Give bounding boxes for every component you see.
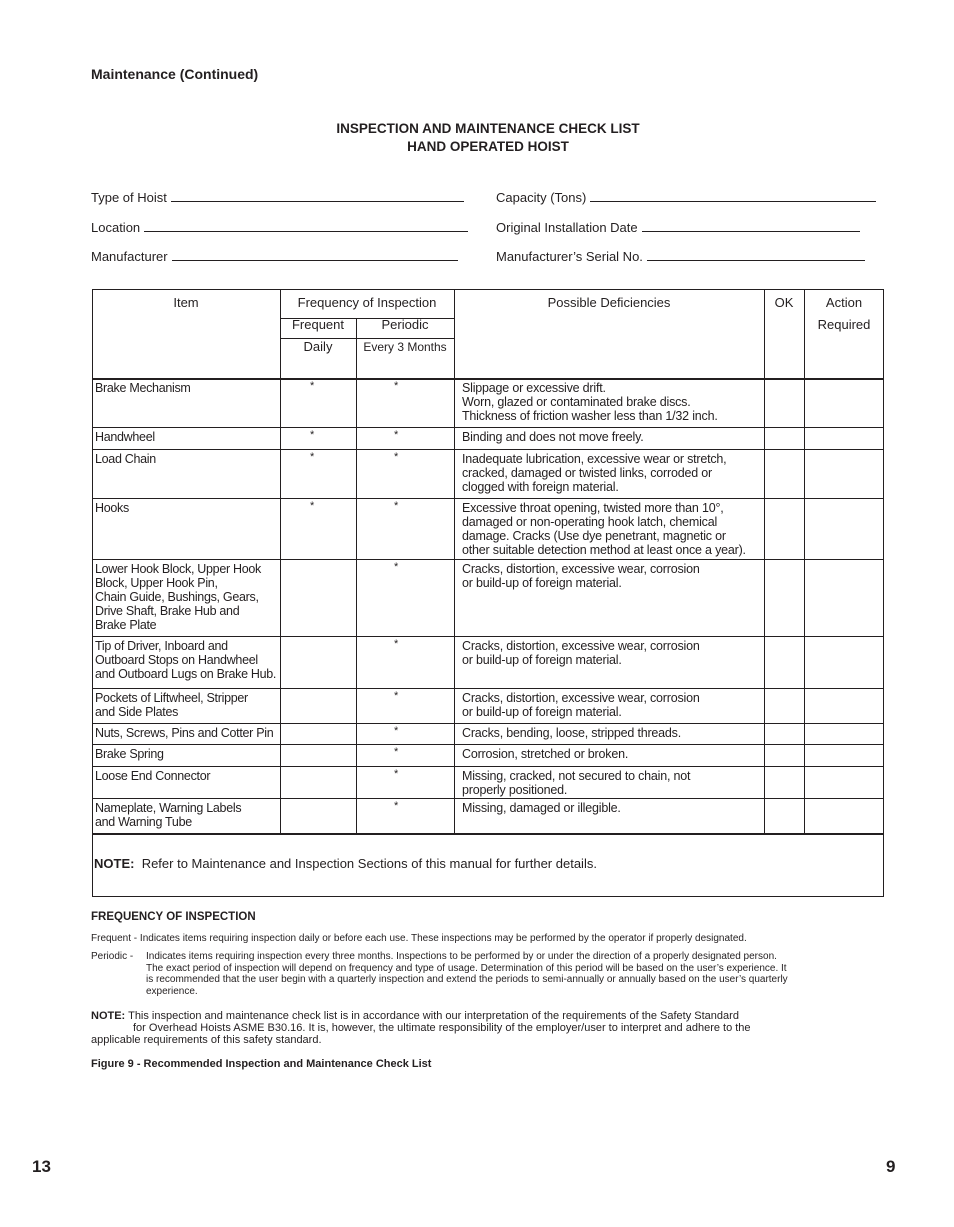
row-item-line: Lower Hook Block, Upper Hook xyxy=(95,562,261,576)
table-border-bottom xyxy=(92,896,884,897)
action-required-cell[interactable] xyxy=(805,379,882,427)
inspection-mark: * xyxy=(394,638,399,650)
row-item xyxy=(95,691,279,719)
compliance-note-label: NOTE: xyxy=(91,1010,126,1022)
action-required-cell[interactable] xyxy=(805,450,882,498)
table-note-text: Refer to Maintenance and Inspection Sections of this manual for further details. xyxy=(141,856,597,871)
section-heading: Maintenance (Continued) xyxy=(91,66,259,82)
row-deficiency xyxy=(462,501,762,557)
type-of-hoist-label: Type of Hoist xyxy=(91,190,167,205)
row-item xyxy=(95,726,279,740)
table-column-divider xyxy=(454,289,455,833)
row-deficiency-line: Cracks, distortion, excessive wear, corrosion xyxy=(462,639,700,653)
header-frequency: Frequency of Inspection xyxy=(297,295,437,310)
action-required-cell[interactable] xyxy=(805,689,882,723)
manufacturer-label: Manufacturer xyxy=(91,249,168,264)
ok-cell[interactable] xyxy=(765,379,803,427)
ok-cell[interactable] xyxy=(765,745,803,766)
action-required-cell[interactable] xyxy=(805,560,882,636)
table-row-divider xyxy=(92,833,884,835)
action-required-cell[interactable] xyxy=(805,637,882,688)
inspection-mark: * xyxy=(394,690,399,702)
inspection-mark: * xyxy=(310,500,315,512)
row-item-line: Handwheel xyxy=(95,430,155,444)
install-date-field[interactable] xyxy=(496,219,860,235)
table-border-left xyxy=(92,289,93,897)
table-column-divider xyxy=(280,289,281,833)
inspection-mark: * xyxy=(310,451,315,463)
inspection-mark: * xyxy=(394,561,399,573)
compliance-note xyxy=(91,1010,751,1046)
checklist-table xyxy=(92,289,884,897)
periodic-line: Indicates items requiring inspection every three months. Inspections to be performed by or under the direction of a properly designated person. xyxy=(146,951,777,962)
row-deficiency xyxy=(462,769,762,797)
frequent-definition: Frequent - Indicates items requiring inspection daily or before each use. These inspections may be performed by the operator if properly designated. xyxy=(91,933,747,944)
compliance-note-line-3: applicable requirements of this safety standard. xyxy=(91,1034,322,1046)
table-note-label: NOTE: xyxy=(94,856,135,871)
serial-no-blank[interactable] xyxy=(647,248,865,261)
serial-no-label: Manufacturer’s Serial No. xyxy=(496,249,643,264)
compliance-note-line-1: This inspection and maintenance check list is in accordance with our interpretation of the requirements of the Safety Standard xyxy=(128,1010,739,1022)
row-item-line: Loose End Connector xyxy=(95,769,211,783)
row-item-line: Drive Shaft, Brake Hub and xyxy=(95,604,240,618)
periodic-line: The exact period of inspection will depend on frequency and type of usage. Determination of this period will be based on the user’s experience. It xyxy=(146,962,787,974)
figure-caption: Figure 9 - Recommended Inspection and Maintenance Check List xyxy=(91,1058,432,1070)
row-item xyxy=(95,381,279,395)
row-item-line: and Warning Tube xyxy=(95,815,192,829)
checklist-title: INSPECTION AND MAINTENANCE CHECK LIST xyxy=(336,121,640,136)
inspection-mark: * xyxy=(310,380,315,392)
compliance-note-line-2: for Overhead Hoists ASME B30.16. It is, however, the ultimate responsibility of the employer/user to interpret and adhere to the xyxy=(133,1022,751,1034)
location-field[interactable] xyxy=(91,219,468,235)
row-item-line: Block, Upper Hook Pin, xyxy=(95,576,218,590)
row-item xyxy=(95,562,279,632)
ok-cell[interactable] xyxy=(765,637,803,688)
action-required-cell[interactable] xyxy=(805,724,882,744)
row-deficiency-line: or build-up of foreign material. xyxy=(462,705,622,719)
row-deficiency xyxy=(462,430,762,444)
manufacturer-blank[interactable] xyxy=(172,248,458,261)
page-number-right: 9 xyxy=(886,1157,896,1176)
row-item-line: Chain Guide, Bushings, Gears, xyxy=(95,590,259,604)
row-deficiency xyxy=(462,726,762,740)
row-deficiency-line: or build-up of foreign material. xyxy=(462,576,622,590)
row-item-line: Brake Spring xyxy=(95,747,164,761)
periodic-definition xyxy=(146,951,788,997)
checklist-subtitle: HAND OPERATED HOIST xyxy=(407,139,569,154)
row-item xyxy=(95,452,279,466)
ok-cell[interactable] xyxy=(765,799,803,833)
row-deficiency-line: or build-up of foreign material. xyxy=(462,653,622,667)
inspection-mark: * xyxy=(394,725,399,737)
row-item-line: Nameplate, Warning Labels xyxy=(95,801,242,815)
row-item xyxy=(95,769,279,783)
inspection-mark: * xyxy=(394,429,399,441)
row-deficiency xyxy=(462,562,762,590)
table-note xyxy=(94,857,597,871)
row-item xyxy=(95,501,279,515)
row-deficiency xyxy=(462,452,762,494)
action-required-cell[interactable] xyxy=(805,767,882,798)
row-deficiency-line: Thickness of friction washer less than 1/32 inch. xyxy=(462,409,718,423)
action-required-cell[interactable] xyxy=(805,799,882,833)
row-deficiency-line: clogged with foreign material. xyxy=(462,480,619,494)
row-deficiency-line: Corrosion, stretched or broken. xyxy=(462,747,629,761)
header-every-3-months: Every 3 Months xyxy=(363,340,447,354)
row-deficiency-line: properly positioned. xyxy=(462,783,568,797)
header-possible-deficiencies: Possible Deficiencies xyxy=(547,295,671,310)
manufacturer-field[interactable] xyxy=(91,248,458,264)
inspection-mark: * xyxy=(394,451,399,463)
header-frequent: Frequent xyxy=(291,317,345,332)
ok-cell[interactable] xyxy=(765,689,803,723)
header-required: Required xyxy=(817,317,871,332)
row-deficiency-line: Cracks, distortion, excessive wear, corrosion xyxy=(462,691,700,705)
ok-cell[interactable] xyxy=(765,499,803,559)
periodic-line: is recommended that the user begin with a quarterly inspection and extend the periods to semi-annually or annually based on the user’s quarterly xyxy=(146,974,788,985)
ok-cell[interactable] xyxy=(765,724,803,744)
header-item: Item xyxy=(173,295,199,310)
location-label: Location xyxy=(91,220,141,235)
row-deficiency-line: Binding and does not move freely. xyxy=(462,430,644,444)
inspection-mark: * xyxy=(310,429,315,441)
row-item xyxy=(95,801,279,829)
action-required-cell[interactable] xyxy=(805,428,882,449)
inspection-mark: * xyxy=(394,768,399,780)
row-deficiency-line: Worn, glazed or contaminated brake discs. xyxy=(462,395,691,409)
row-deficiency-line: Cracks, distortion, excessive wear, corrosion xyxy=(462,562,700,576)
row-deficiency-line: Inadequate lubrication, excessive wear or stretch, xyxy=(462,452,727,466)
row-deficiency-line: damage. Cracks (Use dye penetrant, magnetic or xyxy=(462,529,726,543)
ok-cell[interactable] xyxy=(765,767,803,798)
page-number-left: 13 xyxy=(32,1157,51,1176)
row-item-line: Brake Plate xyxy=(95,618,157,632)
capacity-field[interactable] xyxy=(496,189,876,205)
table-column-divider xyxy=(356,318,357,833)
row-item xyxy=(95,430,279,444)
row-item xyxy=(95,639,279,681)
inspection-mark: * xyxy=(394,746,399,758)
row-deficiency-line: Excessive throat opening, twisted more than 10°, xyxy=(462,501,724,515)
location-blank[interactable] xyxy=(144,219,468,232)
header-periodic: Periodic xyxy=(381,317,429,332)
action-required-cell[interactable] xyxy=(805,745,882,766)
row-deficiency xyxy=(462,691,762,719)
row-deficiency xyxy=(462,381,762,423)
row-item-line: Nuts, Screws, Pins and Cotter Pin xyxy=(95,726,274,740)
serial-no-field[interactable] xyxy=(496,248,865,264)
capacity-blank[interactable] xyxy=(590,189,876,202)
row-item-line: Outboard Stops on Handwheel xyxy=(95,653,258,667)
table-border-right xyxy=(883,289,884,897)
inspection-mark: * xyxy=(394,800,399,812)
row-item-line: Hooks xyxy=(95,501,129,515)
table-border-top xyxy=(92,289,884,290)
row-deficiency-line: other suitable detection method at least once a year). xyxy=(462,543,746,557)
type-of-hoist-field[interactable] xyxy=(91,189,464,205)
ok-cell[interactable] xyxy=(765,450,803,498)
row-deficiency-line: damaged or non-operating hook latch, chemical xyxy=(462,515,718,529)
type-of-hoist-blank[interactable] xyxy=(171,189,464,202)
ok-cell[interactable] xyxy=(765,560,803,636)
action-required-cell[interactable] xyxy=(805,499,882,559)
header-ok: OK xyxy=(774,295,794,310)
row-item-line: and Side Plates xyxy=(95,705,179,719)
row-item-line: and Outboard Lugs on Brake Hub. xyxy=(95,667,277,681)
install-date-blank[interactable] xyxy=(642,219,860,232)
periodic-line: experience. xyxy=(146,985,198,997)
ok-cell[interactable] xyxy=(765,428,803,449)
row-item xyxy=(95,747,279,761)
row-deficiency-line: Slippage or excessive drift. xyxy=(462,381,606,395)
row-deficiency xyxy=(462,747,762,761)
inspection-mark: * xyxy=(394,380,399,392)
row-item-line: Brake Mechanism xyxy=(95,381,191,395)
row-deficiency-line: Missing, damaged or illegible. xyxy=(462,801,621,815)
periodic-label: Periodic - xyxy=(91,951,134,962)
row-item-line: Load Chain xyxy=(95,452,156,466)
header-daily: Daily xyxy=(303,339,333,354)
row-item-line: Tip of Driver, Inboard and xyxy=(95,639,228,653)
row-deficiency-line: Cracks, bending, loose, stripped threads. xyxy=(462,726,682,740)
inspection-mark: * xyxy=(394,500,399,512)
frequency-heading: FREQUENCY OF INSPECTION xyxy=(91,911,256,923)
row-item-line: Pockets of Liftwheel, Stripper xyxy=(95,691,248,705)
row-deficiency xyxy=(462,801,762,815)
install-date-label: Original Installation Date xyxy=(496,220,638,235)
row-deficiency xyxy=(462,639,762,667)
header-action: Action xyxy=(825,295,863,310)
row-deficiency-line: cracked, damaged or twisted links, corroded or xyxy=(462,466,712,480)
row-deficiency-line: Missing, cracked, not secured to chain, not xyxy=(462,769,691,783)
capacity-label: Capacity (Tons) xyxy=(496,190,587,205)
